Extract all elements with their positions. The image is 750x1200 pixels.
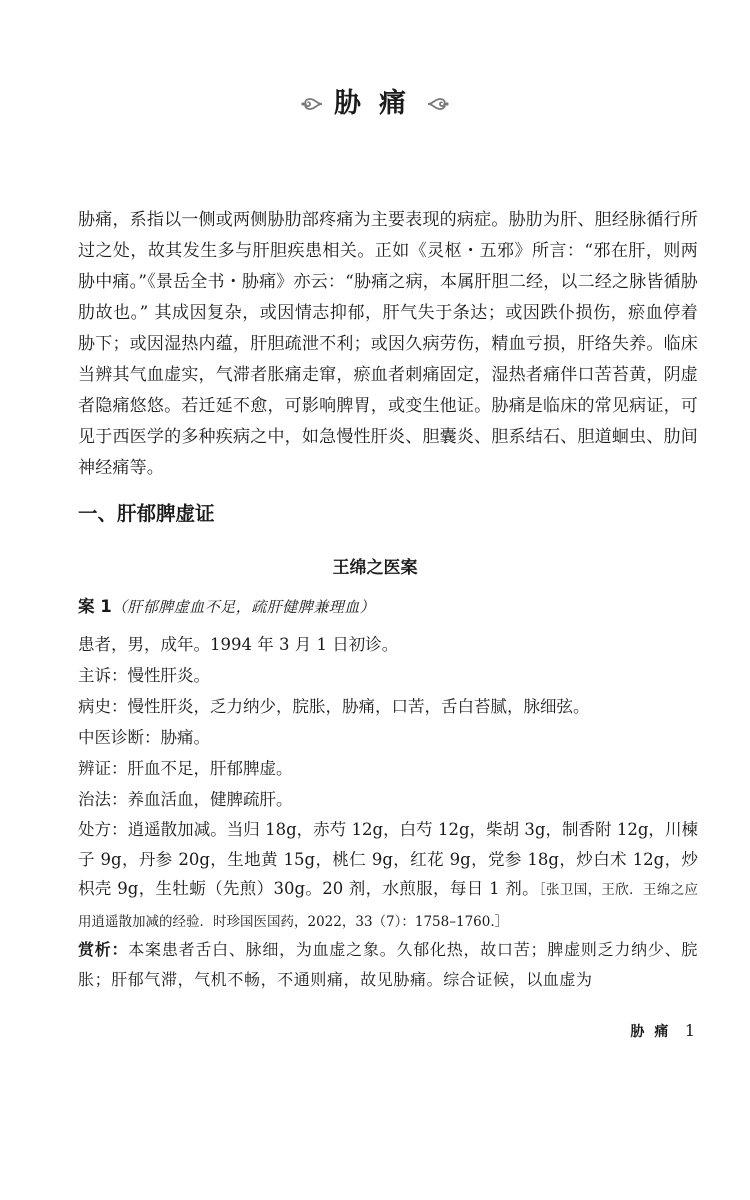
case-number: 案 1 (78, 597, 112, 616)
page-number: 1 (684, 1021, 695, 1040)
chapter-title-text: 胁痛 (334, 88, 424, 119)
treatment-method: 治法：养血活血，健脾疏肝。 (78, 790, 293, 809)
tcm-diagnosis: 中医诊断：胁痛。 (78, 728, 210, 747)
syndrome-differentiation: 辨证：肝血不足，肝郁脾虚。 (78, 759, 293, 778)
analysis-label: 赏析： (78, 940, 129, 959)
medical-history: 病史：慢性肝炎，乏力纳少，脘胀，胁痛，口苦，舌白苔腻，脉细弦。 (78, 697, 590, 716)
analysis-text: 本案患者舌白、脉细，为血虚之象。久郁化热，故口苦；脾虚则乏力纳少、脘胀；肝郁气滞，气机不畅，不通则痛，故见胁痛。综合证候，以血虚为 (78, 940, 698, 989)
analysis-paragraph (78, 935, 698, 995)
prescription-paragraph (78, 815, 698, 937)
reference-citation: ［张卫国，王欣．王绵之应用逍遥散加减的经验．时珍国医国药，2022，33（7）：1758–1760.］ (78, 882, 699, 930)
patient-info: 患者，男，成年。1994 年 3 月 1 日初诊。 (78, 635, 399, 654)
section-heading: 一、肝郁脾虚证 (78, 502, 215, 525)
page-footer (630, 1020, 695, 1043)
left-ornament-icon (300, 92, 324, 116)
chapter-title (0, 82, 750, 126)
intro-paragraph: 胁痛，系指以一侧或两侧胁肋部疼痛为主要表现的病症。胁肋为肝、胆经脉循行所过之处，故其发生多与肝胆疾患相关。正如《灵枢・五邪》所言：“邪在肝，则两胁中痛。”《景岳全书・胁痛》亦云：“胁痛之病，本属肝胆二经，以二经之脉皆循胁肋故也。” 其成因复杂，或因情志抑郁，肝气失于条达；或因跌仆损伤，瘀血停着胁下；或因湿热内蕴，肝胆疏泄不利；或因久病劳伤，精血亏损，肝络失养。临床当辨其气血虚实，气滞者胀痛走窜，瘀血者刺痛固定，湿热者痛伴口苦苔黄，阴虚者隐痛悠悠。若迁延不愈，可影响脾胃，或变生他证。胁痛是临床的常见病证，可见于西医学的多种疾病之中，如急慢性肝炎、胆囊炎、胆系结石、胆道蛔虫、肋间神经痛等。 (78, 210, 698, 478)
chief-complaint: 主诉：慢性肝炎。 (78, 666, 210, 685)
case-title (78, 594, 375, 620)
right-ornament-icon (426, 92, 450, 116)
case-description: （肝郁脾虚血不足，疏肝健脾兼理血） (111, 598, 376, 616)
running-head: 胁痛 (630, 1024, 679, 1040)
prescription-text: 处方：逍遥散加减。当归 18g，赤芍 12g，白芍 12g，柴胡 3g，制香附 12g，川楝子 9g，丹参 20g，生地黄 15g，桃仁 9g，红花 9g，党参 18g，炒白术 12g，炒枳壳 9g，生牡蛎（先煎）30g。20 剂，水煎服，每日 1 剂。 (78, 820, 698, 898)
case-source-title: 王绵之医案 (332, 558, 418, 578)
